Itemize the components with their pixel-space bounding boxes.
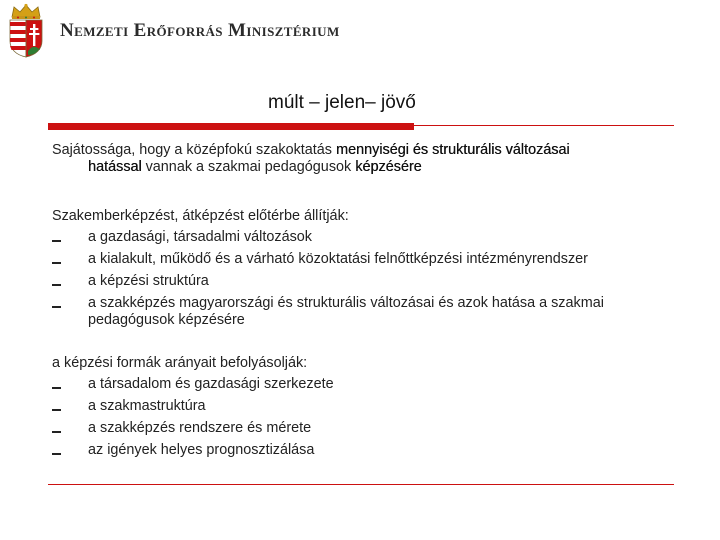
list-item (52, 273, 672, 290)
footer-rule (48, 484, 674, 485)
intro-bold-1: mennyiségi és strukturális változásai (336, 142, 570, 158)
title-underline-red (48, 123, 414, 130)
page-title: múlt – jelen– jövő (268, 92, 416, 113)
hungarian-coat-of-arms-icon (4, 3, 48, 59)
list-item-text: a szakképzés rendszere és mérete (88, 419, 312, 436)
dash-bullet (52, 262, 61, 264)
list-item (52, 376, 672, 393)
section-2-list (52, 376, 672, 459)
list-item (52, 398, 672, 415)
list-item-text: a kialakult, működő és a várható közoktatási felnőttképzési intézményrendszer (88, 251, 588, 268)
dash-bullet (52, 431, 61, 433)
dash-bullet (52, 306, 61, 308)
ministry-name: Nemzeti Erőforrás Minisztérium (60, 20, 340, 41)
section-1-list (52, 229, 672, 330)
intro-bold-2: hatással (88, 159, 142, 176)
title-underline-thin (414, 125, 674, 126)
dash-bullet (52, 284, 61, 286)
section-1-heading: Szakemberképzést, átképzést előtérbe állítják: (52, 207, 349, 224)
list-item-text: a társadalom és gazdasági szerkezete (88, 376, 334, 393)
list-item (52, 251, 672, 268)
dash-bullet (52, 387, 61, 389)
list-item (52, 442, 672, 459)
dash-bullet (52, 409, 61, 411)
slide-content (52, 142, 672, 464)
section-2-heading: a képzési formák arányait befolyásolják: (52, 354, 308, 371)
intro-text-1: Sajátossága, hogy a középfokú szakoktatás (52, 142, 336, 158)
list-item (52, 295, 672, 330)
intro-text-2: vannak a szakmai pedagógusok (141, 159, 356, 176)
intro-paragraph (52, 142, 672, 177)
ministry-header (4, 2, 382, 60)
list-item (52, 420, 672, 437)
dash-bullet (52, 240, 61, 242)
list-item-text: az igények helyes prognosztizálása (88, 441, 315, 458)
list-item-text: a szakmastruktúra (88, 398, 206, 415)
dash-bullet (52, 453, 61, 455)
list-item-text: a gazdasági, társadalmi változások (88, 229, 312, 246)
list-item-text: a szakképzés magyarországi és strukturális változásai és azok hatása a szakmai pedagógusok képzésére (88, 294, 604, 329)
intro-bold-3: képzésére (355, 159, 422, 176)
list-item (52, 229, 672, 246)
list-item-text: a képzési struktúra (88, 273, 209, 290)
